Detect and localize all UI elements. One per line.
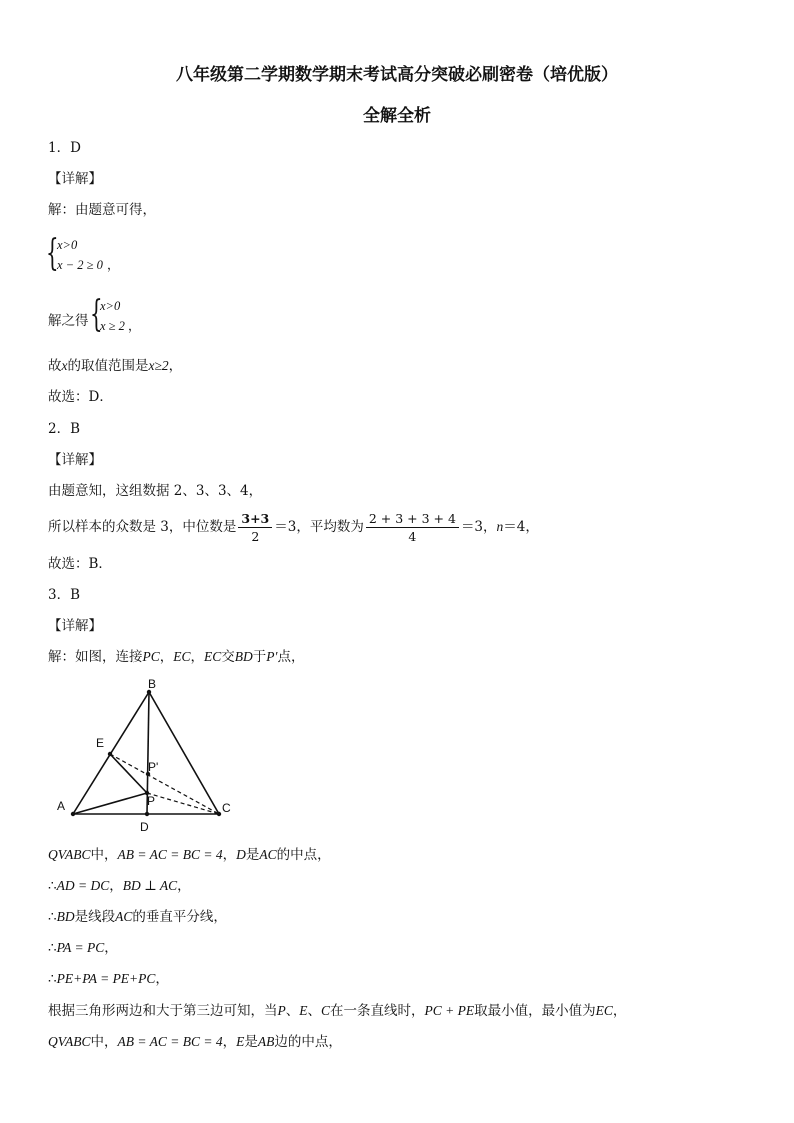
q2-mean-denominator: 4 <box>408 529 417 544</box>
q3-s1-h: 的中点， <box>276 847 331 863</box>
q3-s6-g: 在一条直线时， <box>330 1003 425 1019</box>
q1-range-result: x≥2 <box>148 358 169 373</box>
q2-n-var: n <box>496 519 504 534</box>
q3-s6-k: ， <box>612 1003 627 1019</box>
q3-s7-h: 边的中点， <box>274 1034 342 1050</box>
q3-s7-ab: AB <box>257 1034 275 1049</box>
q3-s6-cpoint: C <box>321 1003 331 1018</box>
document-subtitle: 全解全析 <box>363 106 431 126</box>
q3-intro-a: 解：如图，连接 <box>48 649 143 665</box>
q3-s4-pa-pc: PA = PC <box>56 940 105 955</box>
q1-system-line2: x − 2 ≥ 0 <box>57 258 103 272</box>
q1-range-text-b: 的取值范围是 <box>67 358 149 374</box>
q2-intro: 由题意知，这组数据 2、3、3、4， <box>48 483 263 499</box>
label-pprime: P' <box>148 760 159 774</box>
q1-range-var: x <box>61 358 68 373</box>
q3-intro-g: 交 <box>221 649 235 665</box>
q3-step-6 <box>48 1002 626 1020</box>
point-e <box>108 752 112 756</box>
q3-s7-triangle: QVABC <box>48 1034 91 1049</box>
q3-intro-c: ， <box>159 649 174 665</box>
q1-solution-line1: x>0 <box>100 299 121 313</box>
q3-detail-label: 【详解】 <box>48 618 102 634</box>
q3-s1-b: 中， <box>90 847 118 863</box>
q2-mean-numerator: 2 + 3 + 3 + 4 <box>366 510 459 528</box>
q2-answer: 故选：B． <box>48 556 112 572</box>
q3-s1-equal-sides: AB = AC = BC = 4 <box>117 847 223 862</box>
q2-mean-fraction <box>366 510 459 545</box>
q3-s2-e: ， <box>177 878 191 894</box>
q3-s2-perp: BD ⊥ AC <box>122 878 178 893</box>
q3-s6-pc-pe: PC + PE <box>424 1003 475 1018</box>
q1-range-text-a: 故 <box>48 358 62 374</box>
q2-median-result: ＝3，平均数为 <box>274 519 364 535</box>
q3-s6-a: 根据三角形两边和大于第三边可知，当 <box>48 1003 278 1019</box>
q3-s3-ac: AC <box>115 909 133 924</box>
q3-step-3 <box>48 908 227 926</box>
q1-solution-tail: ， <box>128 318 141 333</box>
q3-intro-i: 于 <box>252 649 267 665</box>
q3-s7-f: 是 <box>244 1034 258 1050</box>
q1-intro: 解：由题意可得， <box>48 202 156 218</box>
q3-s1-triangle: QVABC <box>48 847 91 862</box>
q3-s2-ad-dc: AD = DC <box>56 878 110 893</box>
q3-s6-ec: EC <box>595 1003 613 1018</box>
q3-intro-pc: PC <box>142 649 160 664</box>
q3-s1-ac: AC <box>259 847 277 862</box>
q3-s7-b: 中， <box>90 1034 118 1050</box>
q2-n-result: ＝4， <box>503 519 539 535</box>
q3-s1-point-d: D <box>236 847 246 862</box>
q3-s6-p: P <box>277 1003 286 1018</box>
q3-intro-ec2: EC <box>204 649 222 664</box>
q1-range-text-d: ， <box>168 358 183 374</box>
q2-stats-sentence <box>48 508 539 546</box>
q3-s1-d: ， <box>222 847 237 863</box>
q3-intro-bd: BD <box>234 649 253 664</box>
q3-s3-e: 的垂直平分线， <box>132 909 227 925</box>
q3-s3-therefore: ∴ <box>48 909 57 925</box>
q1-detail-label: 【详解】 <box>48 171 102 187</box>
q2-heading: 2．B <box>48 421 81 437</box>
q3-s6-i: 取最小值，最小值为 <box>474 1003 596 1019</box>
q2-median-numerator: 3+3 <box>238 510 272 528</box>
q3-s6-sep: 、 <box>307 1003 321 1019</box>
q3-s5-sum: PE+PA = PE+PC <box>56 971 156 986</box>
label-b: B <box>148 677 157 691</box>
q1-system-brace: { <box>46 233 59 274</box>
q3-s6-c: 、 <box>285 1003 300 1019</box>
q3-s7-equal-sides: AB = AC = BC = 4 <box>117 1034 223 1049</box>
q3-s3-c: 是线段 <box>74 909 116 925</box>
q3-intro-e: ， <box>190 649 205 665</box>
q3-intro-k: 点， <box>277 649 305 665</box>
q2-median-fraction <box>238 510 272 545</box>
q1-answer: 故选：D． <box>48 389 113 405</box>
q3-step-5 <box>48 970 169 988</box>
q1-solution-line2: x ≥ 2 <box>100 319 125 333</box>
point-c <box>217 812 221 816</box>
q3-step-2 <box>48 877 191 895</box>
q3-s1-f: 是 <box>245 847 260 863</box>
q3-step-4 <box>48 939 118 957</box>
q2-mean-result: ＝3， <box>460 519 497 535</box>
q3-step-1 <box>48 846 331 864</box>
q3-intro <box>48 648 305 666</box>
q3-s2-c: ， <box>109 878 123 894</box>
q2-detail-label: 【详解】 <box>48 452 102 468</box>
label-e: E <box>96 736 105 750</box>
label-p: P <box>147 794 156 808</box>
q1-solve-prefix: 解之得 <box>48 313 89 329</box>
q3-intro-ec1: EC <box>173 649 191 664</box>
q1-system-line1: x>0 <box>57 238 78 252</box>
q3-s7-d: ， <box>222 1034 237 1050</box>
label-a: A <box>57 799 66 813</box>
q3-s3-bd: BD <box>56 909 75 924</box>
q3-s7-point-e: E <box>236 1034 245 1049</box>
triangle-figure <box>48 676 248 836</box>
q3-s5-c: ， <box>155 971 169 987</box>
q3-s5-therefore: ∴ <box>48 971 57 987</box>
label-d: D <box>140 820 149 834</box>
q1-solution-brace: { <box>90 294 103 335</box>
q3-s4-c: ， <box>104 940 118 956</box>
q3-s2-therefore: ∴ <box>48 878 57 894</box>
edge-bc <box>149 692 219 814</box>
point-a <box>71 812 75 816</box>
q3-step-7 <box>48 1033 342 1051</box>
segment-ep <box>110 754 147 793</box>
q2-median-denominator: 2 <box>251 529 260 544</box>
document-title: 八年级第二学期数学期末考试高分突破必刷密卷（培优版） <box>176 65 618 85</box>
q2-mode-text: 所以样本的众数是 3，中位数是 <box>48 519 237 535</box>
q3-heading: 3．B <box>48 587 81 603</box>
q1-system-tail: ， <box>107 257 120 272</box>
label-c: C <box>222 801 231 815</box>
q1-range-sentence <box>48 357 182 375</box>
q1-heading: 1．D <box>48 140 81 156</box>
point-d <box>145 812 149 816</box>
q3-s6-e: E <box>299 1003 308 1018</box>
q3-s4-therefore: ∴ <box>48 940 57 956</box>
q3-intro-pprime: P′ <box>266 649 278 664</box>
